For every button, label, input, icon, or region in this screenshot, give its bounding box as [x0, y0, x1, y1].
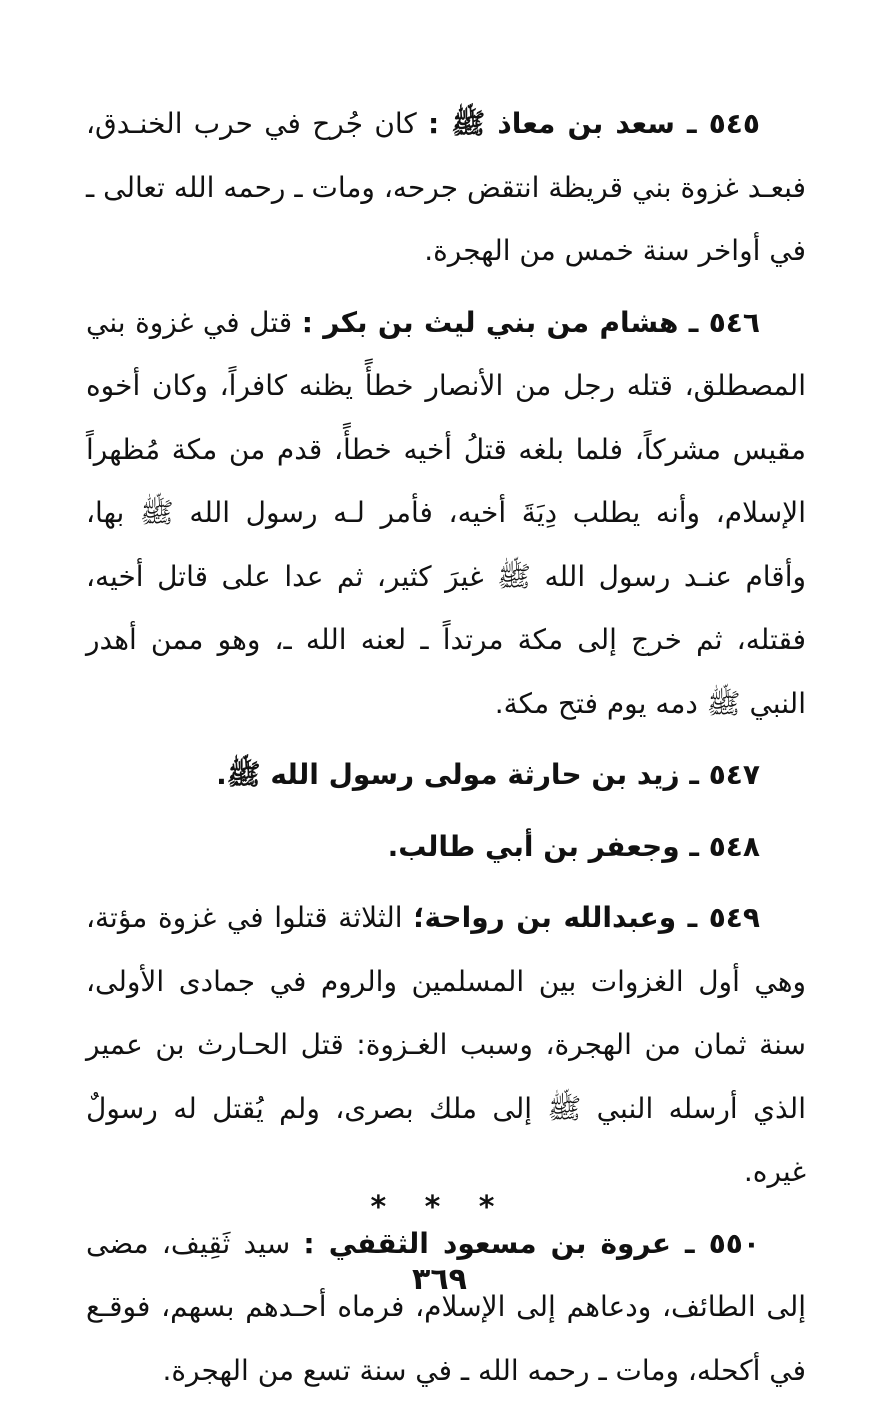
entry-heading: ٥٤٦ ـ هشام من بني ليث بن بكر : [301, 305, 760, 339]
entry-548 [86, 815, 806, 879]
entry-heading: ٥٤٨ ـ وجعفر بن أبي طالب. [387, 829, 760, 863]
entry-text: قتل في غزوة بني المصطلق، قتله رجل من الأنصار خطأً يظنه كافراً، وكان أخوه مقيس مشركاً، فلما بلغه قتلُ أخيه خطأً، قدم من مكة مُظهراً الإسلام، وأنه يطلب دِيَةَ أخيه، فأمر لـه رسول الله ﷺ بها، وأقام عنـد رسول الله ﷺ غيرَ كثير، ثم عدا على قاتل أخيه، فقتله، ثم خرج إلى مكة مرتداً ـ لعنه الله ـ، وهو ممن أهدر النبي ﷺ دمه يوم فتح مكة. [86, 305, 806, 720]
entry-text: كان جُرح في حرب الخنـدق، فبعـد غزوة بني قريظة انتقض جرحه، ومات ـ رحمه الله تعالى ـ في أواخر سنة خمس من الهجرة. [86, 107, 806, 267]
entry-heading: ٥٤٥ ـ سعد بن معاذ ﷺ : [428, 107, 760, 140]
entry-546 [86, 291, 806, 736]
page-number: ٣٦٩ [412, 1262, 467, 1297]
entry-550 [86, 1212, 806, 1403]
entry-549 [86, 886, 806, 1204]
entry-547 [86, 743, 806, 807]
entry-heading: ٥٤٩ ـ وعبدالله بن رواحة؛ [413, 901, 760, 934]
section-divider-asterisks: * * * [370, 1190, 509, 1225]
entry-text: سيد ثَقِيف، مضى إلى الطائف، ودعاهم إلى الإسلام، فرماه أحـدهم بسهم، فوقـع في أكحله، ومات ـ رحمه الله ـ في سنة تسع من الهجرة. [86, 1226, 806, 1387]
entry-heading: ٥٤٧ ـ زيد بن حارثة مولى رسول الله ﷺ. [216, 758, 760, 791]
entry-545 [86, 92, 806, 283]
entry-heading: ٥٥٠ ـ عروة بن مسعود الثقفي : [303, 1226, 760, 1260]
entry-text: الثلاثة قتلوا في غزوة مؤتة، وهي أول الغزوات بين المسلمين والروم في جمادى الأولى، سنة ثمان من الهجرة، وسبب الغـزوة: قتل الحـارث بن عمير الذي أرسله النبي ﷺ إلى ملك بصرى، ولم يُقتل له رسولٌ غيره. [86, 901, 806, 1188]
